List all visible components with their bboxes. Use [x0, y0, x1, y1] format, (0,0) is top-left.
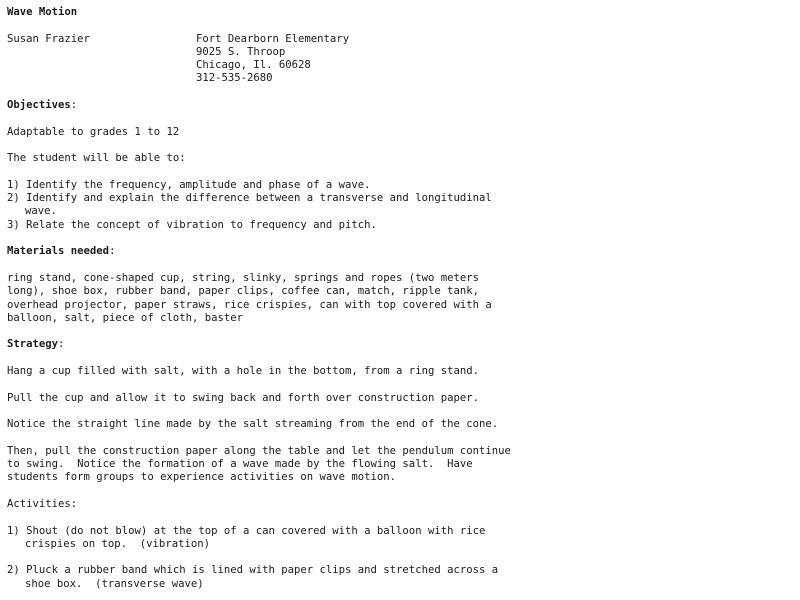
activity-1-line-2: crispies on top. (vibration): [25, 537, 210, 550]
strategy-heading: Strategy: [7, 338, 59, 351]
materials-line-2: long), shoe box, rubber band, paper clips, coffee can, match, ripple tank,: [7, 285, 479, 298]
school-city: Chicago, Il. 60628: [196, 59, 311, 72]
activity-1-line-1: 1) Shout (do not blow) at the top of a can covered with a balloon with rice: [7, 524, 486, 537]
header-row-1: [7, 33, 800, 46]
activity-2-line-2: shoe box. (transverse wave): [25, 577, 204, 590]
header-row-2: [7, 46, 800, 59]
strategy-paragraph-2: Pull the cup and allow it to swing back and forth over construction paper.: [7, 391, 479, 404]
materials-heading-line: Materials needed:: [7, 245, 116, 258]
objective-item-3: 3) Relate the concept of vibration to frequency and pitch.: [7, 218, 377, 231]
strategy-paragraph-3: Notice the straight line made by the salt streaming from the end of the cone.: [7, 418, 499, 431]
strategy-paragraph-4-line-3: students form groups to experience activities on wave motion.: [7, 471, 397, 484]
objectives-heading: Objectives: [7, 99, 71, 112]
strategy-paragraph-4-line-1: Then, pull the construction paper along the table and let the pendulum continue: [7, 444, 511, 457]
materials-line-1: ring stand, cone-shaped cup, string, slinky, springs and ropes (two meters: [7, 271, 479, 284]
objective-item-2: 2) Identify and explain the difference between a transverse and longitudinal: [7, 192, 492, 205]
school-phone: 312-535-2680: [196, 72, 273, 85]
activities-heading: Activities:: [7, 497, 78, 510]
objectives-intro: The student will be able to:: [7, 152, 186, 165]
strategy-paragraph-4-line-2: to swing. Notice the formation of a wave made by the flowing salt. Have: [7, 458, 473, 471]
objectives-heading-line: Objectives:: [7, 99, 78, 112]
grades-text: Adaptable to grades 1 to 12: [7, 125, 180, 138]
header-row-3: [7, 59, 800, 72]
activity-2-line-1: 2) Pluck a rubber band which is lined with paper clips and stretched across a: [7, 564, 499, 577]
objective-item-1: 1) Identify the frequency, amplitude and phase of a wave.: [7, 178, 371, 191]
materials-line-4: balloon, salt, piece of cloth, baster: [7, 311, 243, 324]
school-street: 9025 S. Throop: [196, 45, 286, 58]
objective-item-2-cont: wave.: [25, 205, 57, 218]
strategy-paragraph-1: Hang a cup filled with salt, with a hole in the bottom, from a ring stand.: [7, 365, 479, 378]
author-name: Susan Frazier: [7, 32, 90, 45]
strategy-heading-line: Strategy:: [7, 338, 65, 351]
materials-line-3: overhead projector, paper straws, rice crispies, can with top covered with a: [7, 298, 492, 311]
document-title: Wave Motion: [7, 6, 78, 18]
materials-heading: Materials needed: [7, 245, 110, 258]
school-name: Fort Dearborn Elementary: [196, 32, 350, 45]
header-row-4: [7, 72, 800, 85]
